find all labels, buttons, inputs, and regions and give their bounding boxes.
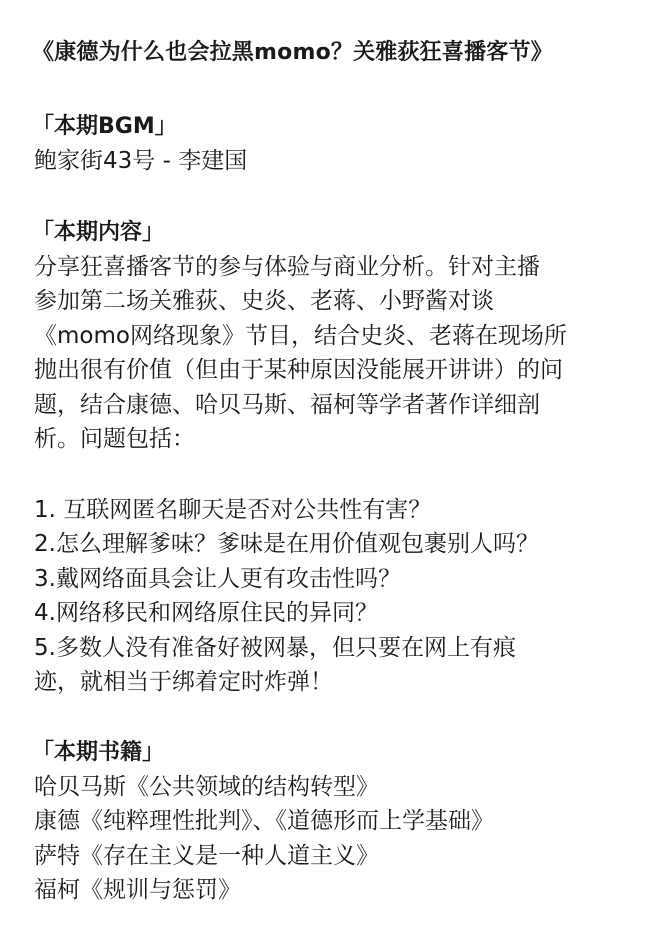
spacer [32,457,628,493]
bgm-section [32,110,628,179]
content-line: 题，结合康德、哈贝马斯、福柯等学者著作详细剖 [34,391,540,418]
book-item: 康德《纯粹理性批判》、《道德形而上学基础》 [34,808,494,834]
question-item: 4.网络移民和网络原住民的异同？ [34,600,378,626]
question-item-continuation: 迹，就相当于绑着定时炸弹！ [34,669,333,695]
question-item: 1. 互联网匿名聊天是否对公共性有害？ [34,496,432,523]
content-line: 析。问题包括： [34,426,195,452]
book-item: 福柯《规训与惩罚》 [34,877,241,903]
spacer [32,179,628,216]
content-line: 分享狂喜播客节的参与体验与商业分析。针对主播 [34,253,540,280]
books-section [32,736,628,908]
question-item: 3.戴网络面具会让人更有攻击性吗？ [34,565,401,592]
content-line: 参加第二场关雅荻、史炎、老蒋、小野酱对谈 [34,288,494,314]
document-title: 《康德为什么也会拉黑momo？关雅荻狂喜播客节》 [32,40,553,65]
question-item: 5.多数人没有准备好被网暴，但只要在网上有痕 [34,634,516,661]
content-heading: 「本期内容」 [32,219,165,245]
spacer [32,700,628,736]
bgm-heading: 「本期BGM」 [32,114,177,139]
content-line: 《momo网络现象》节目，结合史炎、老蒋在现场所 [34,322,567,349]
question-item: 2.怎么理解爹味？爹味是在用价值观包裹别人吗？ [34,531,539,557]
questions-section [32,493,628,700]
book-item: 萨特《存在主义是一种人道主义》 [34,842,379,869]
bgm-line: 鲍家街43号 - 李建国 [34,148,248,174]
book-item: 哈贝马斯《公共领域的结构转型》 [34,773,379,800]
books-heading: 「本期书籍」 [32,739,165,765]
content-line: 抛出很有价值（但由于某种原因没能展开讲讲）的问 [34,357,563,383]
content-section [32,216,628,457]
